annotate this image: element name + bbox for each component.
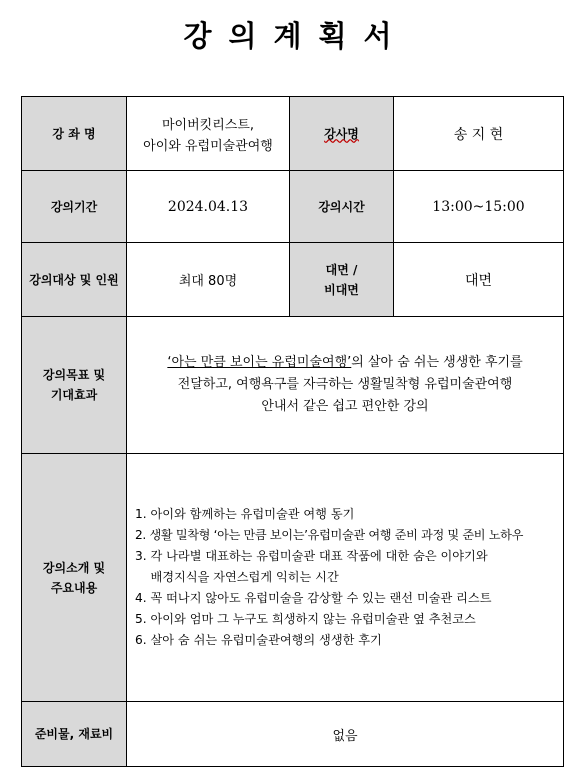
mode-value: 대면 bbox=[394, 243, 564, 317]
list-item: 6. 살아 숨 쉬는 유럽미술관여행의 생생한 후기 bbox=[135, 633, 382, 647]
materials-label: 준비물, 재료비 bbox=[22, 702, 127, 767]
list-item: 5. 아이와 엄마 그 누구도 희생하지 않는 유럽미술관 옆 추천코스 bbox=[135, 612, 476, 626]
course-plan-table bbox=[21, 96, 564, 767]
document-title: 강의계획서 bbox=[183, 19, 409, 53]
list-item: 2. 생활 밀착형 ‘아는 만큼 보이는’유럽미술관 여행 준비 과정 및 준비 노하우 bbox=[135, 528, 524, 542]
course-name-value bbox=[127, 97, 290, 171]
goal-line2: 전달하고, 여행욕구를 자극하는 생활밀착형 유럽미술관여행 bbox=[177, 377, 513, 392]
list-item: 4. 꼭 떠나지 않아도 유럽미술을 감상할 수 있는 랜선 미술관 리스트 bbox=[135, 591, 492, 605]
mode-label-line2: 비대면 bbox=[324, 282, 359, 297]
content-label-line1: 강의소개 및 bbox=[42, 560, 106, 575]
time-value: 13:00~15:00 bbox=[394, 171, 564, 243]
instructor-label-text: 강사명 bbox=[324, 126, 359, 141]
target-value: 최대 80명 bbox=[127, 243, 290, 317]
period-value: 2024.04.13 bbox=[127, 171, 290, 243]
content-label-line2: 주요내용 bbox=[50, 580, 98, 595]
content-label bbox=[22, 454, 127, 702]
row-materials bbox=[22, 702, 564, 767]
goal-value bbox=[127, 317, 564, 454]
goal-label-line2: 기대효과 bbox=[50, 388, 98, 402]
instructor-label bbox=[290, 97, 394, 171]
goal-line1 bbox=[127, 352, 563, 374]
goal-line3: 안내서 같은 쉽고 편안한 강의 bbox=[261, 399, 429, 414]
mode-label-line1: 대면 / bbox=[325, 262, 358, 277]
period-label: 강의기간 bbox=[22, 171, 127, 243]
content-value bbox=[127, 454, 564, 702]
mode-label bbox=[290, 243, 394, 317]
list-item: 3. 각 나라별 대표하는 유럽미술관 대표 작품에 대한 숨은 이야기와 bbox=[135, 549, 488, 563]
row-content bbox=[22, 454, 564, 702]
course-name-label: 강 좌 명 bbox=[22, 97, 127, 171]
row-goal bbox=[22, 317, 564, 454]
course-name-line2: 아이와 유럽미술관여행 bbox=[143, 138, 273, 154]
list-item: 1. 아이와 함께하는 유럽미술관 여행 동기 bbox=[135, 507, 355, 521]
time-label: 강의시간 bbox=[290, 171, 394, 243]
materials-value: 없음 bbox=[127, 702, 564, 767]
row-course-name bbox=[22, 97, 564, 171]
instructor-value: 송 지 현 bbox=[394, 97, 564, 171]
row-target bbox=[22, 243, 564, 317]
goal-quote: ‘아는 만큼 보이는 유럽미술여행’ bbox=[167, 355, 352, 370]
row-period bbox=[22, 171, 564, 243]
goal-label bbox=[22, 317, 127, 454]
course-name-line1: 마이버킷리스트, bbox=[161, 117, 255, 133]
target-label: 강의대상 및 인원 bbox=[22, 243, 127, 317]
content-list bbox=[135, 504, 563, 651]
list-item: 배경지식을 자연스럽게 익히는 시간 bbox=[135, 570, 339, 584]
goal-label-line1: 강의목표 및 bbox=[42, 368, 106, 382]
goal-line1-rest: 의 살아 숨 쉬는 생생한 후기를 bbox=[351, 355, 523, 370]
